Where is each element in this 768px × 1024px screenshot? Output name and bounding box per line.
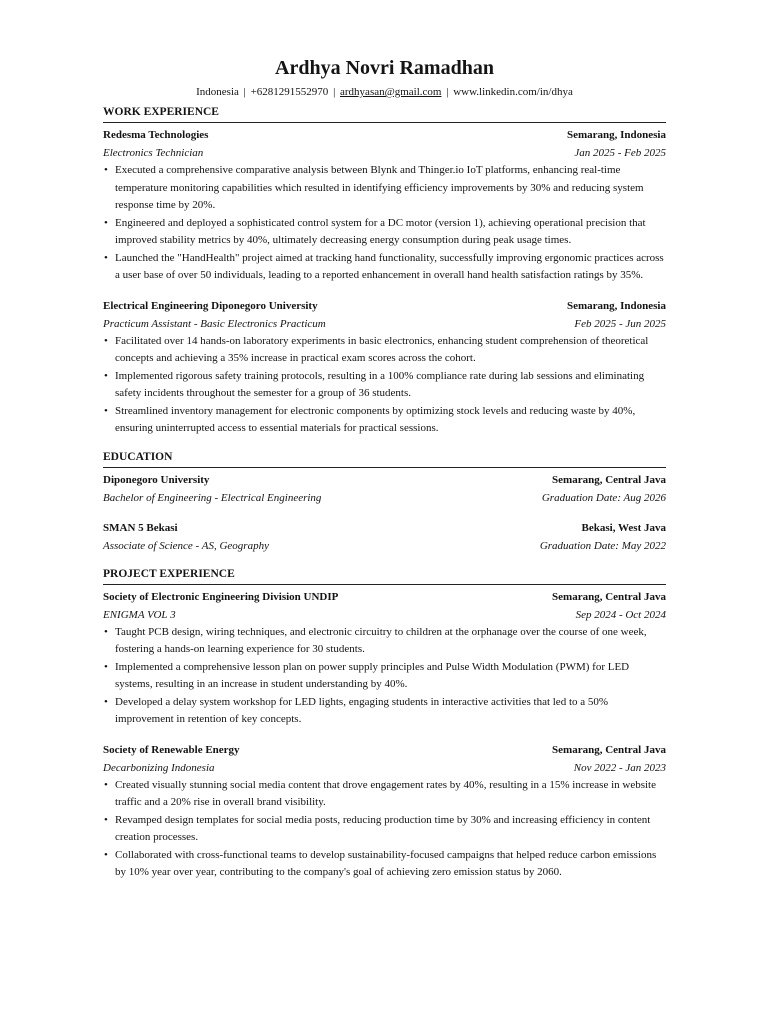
- bullet-item: [104, 812, 666, 847]
- bullet-item: [104, 777, 666, 812]
- entry-location: Semarang, Indonesia: [566, 299, 666, 312]
- entry-dates: Feb 2025 - Jun 2025: [574, 317, 666, 330]
- contact-separator: |: [333, 86, 336, 98]
- entry-organization: Redesma Technologies: [103, 129, 209, 141]
- section-title-education: EDUCATION: [103, 450, 666, 468]
- bullet-text: Implemented a comprehensive lesson plan on power supply principles and Pulse Width Modulation (PWM) for LED systems, resulting in an increase in student understanding by 40%.: [115, 660, 630, 690]
- contact-line: [103, 85, 666, 100]
- bullet-item: [104, 694, 666, 729]
- project-entry: [103, 741, 666, 882]
- entry-organization: Society of Renewable Energy: [103, 743, 240, 756]
- entry-role: Electronics Technician: [103, 147, 204, 159]
- bullet-text: Facilitated over 14 hands-on laboratory experiments in basic electronics, enhancing student comprehension of theoretical concepts and achieving a 35% increase in practical exam scores across the cohort.: [115, 334, 649, 364]
- candidate-name: Ardhya Novri Ramadhan: [275, 57, 494, 79]
- section-title-work: WORK EXPERIENCE: [103, 105, 666, 123]
- entry-dates: Nov 2022 - Jan 2023: [573, 761, 666, 774]
- bullet-item: [104, 624, 666, 659]
- bullet-icon: •: [104, 625, 108, 638]
- contact-separator: |: [243, 86, 246, 98]
- bullet-text: Launched the "HandHealth" project aimed at tracking hand functionality, successfully improving ergonomic practices across a user base of over 50 individuals, leading to a reported enhancement in overall hand health satisfaction ratings by 35%.: [115, 251, 664, 281]
- entry-project-name: Decarbonizing Indonesia: [103, 761, 215, 774]
- work-entry: [103, 126, 666, 285]
- bullet-list: [103, 624, 666, 729]
- bullet-text: Taught PCB design, wiring techniques, and electronic circuitry to children at the orphanage over the course of one week, fostering a hands-on learning experience for 30 students.: [115, 625, 647, 655]
- entry-project-name: ENIGMA VOL 3: [103, 608, 176, 621]
- bullet-list: [103, 777, 666, 882]
- entry-organization: Society of Electronic Engineering Division UNDIP: [103, 590, 339, 603]
- entry-location: Semarang, Central Java: [552, 743, 666, 756]
- contact-location: Indonesia: [196, 86, 239, 98]
- bullet-icon: •: [104, 695, 108, 708]
- contact-phone: +6281291552970: [250, 86, 329, 98]
- bullet-text: Executed a comprehensive comparative analysis between Blynk and Thinger.io IoT platforms, enhancing real-time temperature monitoring capabilities which resulted in identifying efficiency improvements by 30% and reducing system response time by 20%.: [115, 164, 644, 211]
- bullet-icon: •: [104, 778, 108, 791]
- entry-degree: Associate of Science - AS, Geography: [103, 539, 269, 552]
- bullet-text: Implemented rigorous safety training protocols, resulting in a 100% compliance rate during lab sessions and eliminating safety incidents throughout the semester for a group of 36 students.: [115, 369, 645, 399]
- entry-location: Semarang, Indonesia: [566, 129, 666, 141]
- bullet-item: [104, 847, 666, 882]
- entry-organization: Diponegoro University: [103, 473, 210, 486]
- project-entry: [103, 588, 666, 729]
- bullet-item: [104, 215, 666, 250]
- entry-graduation-date: Graduation Date: Aug 2026: [541, 491, 666, 504]
- entry-location: Bekasi, West Java: [581, 521, 666, 534]
- education-entry: [103, 519, 666, 555]
- bullet-icon: •: [104, 369, 108, 382]
- bullet-icon: •: [104, 251, 108, 264]
- bullet-text: Engineered and deployed a sophisticated control system for a DC motor (version 1), achieving operational precision that improved stability metrics by 40%, ultimately decreasing energy consumption during peak usage times.: [115, 216, 646, 246]
- contact-linkedin: www.linkedin.com/in/dhya: [453, 86, 573, 98]
- bullet-icon: •: [104, 848, 108, 861]
- contact-separator: |: [446, 86, 449, 98]
- bullet-icon: •: [104, 216, 108, 229]
- bullet-icon: •: [104, 164, 108, 176]
- bullet-icon: •: [104, 334, 108, 347]
- contact-email-link[interactable]: ardhyasan@gmail.com: [340, 86, 442, 98]
- education-section: [103, 450, 666, 555]
- bullet-item: [104, 333, 666, 368]
- entry-location: Semarang, Central Java: [552, 590, 666, 603]
- bullet-text: Streamlined inventory management for electronic components by optimizing stock levels and reducing waste by 40%, ensuring uninterrupted access to essential materials for practical sessions.: [115, 404, 636, 434]
- entry-location: Semarang, Central Java: [552, 473, 666, 486]
- entry-role: Practicum Assistant - Basic Electronics Practicum: [103, 317, 326, 330]
- bullet-text: Developed a delay system workshop for LED lights, engaging students in interactive activities that led to a 50% improvement in retention of key concepts.: [115, 695, 609, 725]
- bullet-item: [104, 659, 666, 694]
- section-title-projects: PROJECT EXPERIENCE: [103, 567, 666, 585]
- bullet-icon: •: [104, 660, 108, 673]
- bullet-text: Collaborated with cross-functional teams to develop sustainability-focused campaigns that helped reduce carbon emissions by 10% year over year, contributing to the company's goal of achieving zero emission status by 2060.: [115, 848, 657, 878]
- bullet-item: [104, 162, 666, 215]
- bullet-icon: •: [104, 404, 108, 417]
- bullet-list: [103, 162, 666, 285]
- entry-organization: SMAN 5 Bekasi: [103, 521, 178, 534]
- project-experience-section: [103, 567, 666, 882]
- entry-dates: Sep 2024 - Oct 2024: [575, 608, 666, 621]
- bullet-item: [104, 403, 666, 438]
- bullet-text: Revamped design templates for social media posts, reducing production time by 30% and increasing efficiency in content creation processes.: [115, 813, 651, 843]
- bullet-icon: •: [104, 813, 108, 826]
- bullet-list: [103, 333, 666, 438]
- entry-dates: Jan 2025 - Feb 2025: [574, 147, 666, 159]
- bullet-item: [104, 368, 666, 403]
- entry-organization: Electrical Engineering Diponegoro University: [103, 299, 318, 312]
- bullet-text: Created visually stunning social media content that drove engagement rates by 40%, resulting in a 15% increase in website traffic and a 20% rise in overall brand visibility.: [115, 778, 656, 808]
- bullet-item: [104, 250, 666, 285]
- entry-degree: Bachelor of Engineering - Electrical Engineering: [103, 491, 322, 504]
- education-entry: [103, 471, 666, 507]
- entry-graduation-date: Graduation Date: May 2022: [539, 539, 666, 552]
- work-experience-section: [103, 105, 666, 438]
- work-entry: [103, 297, 666, 438]
